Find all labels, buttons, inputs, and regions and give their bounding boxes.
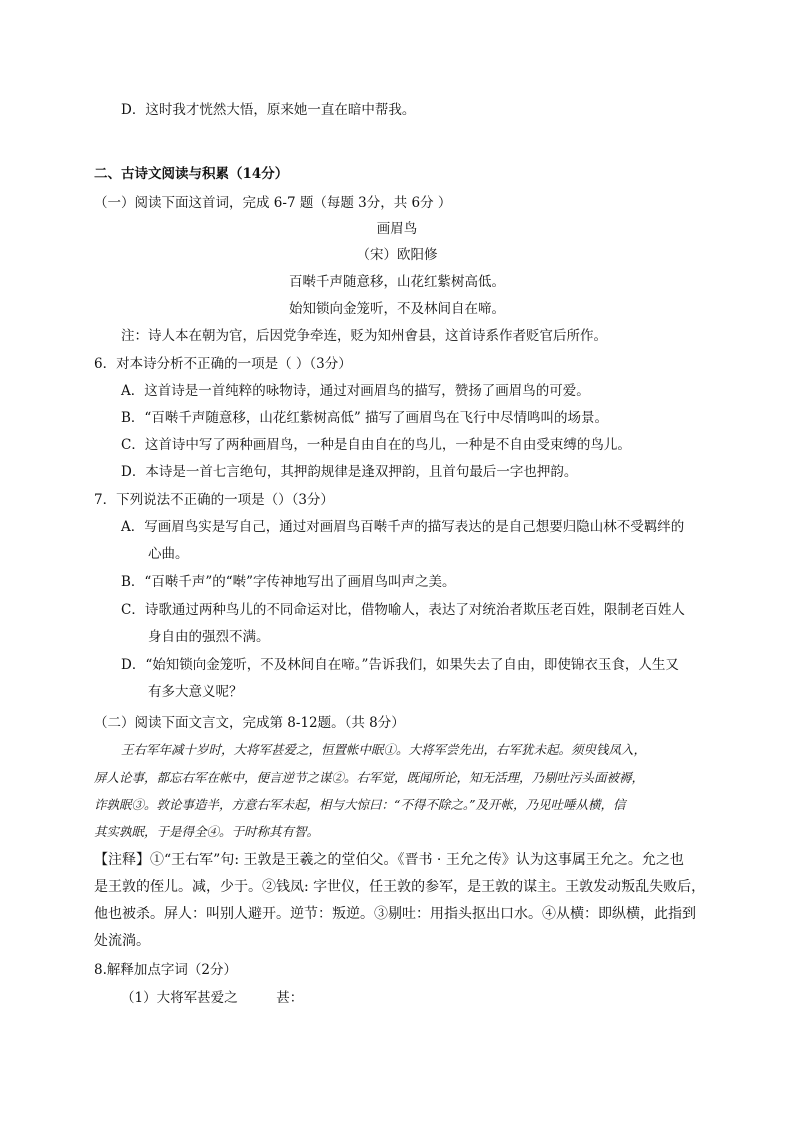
annotation-line: 处流淌。 bbox=[94, 933, 150, 949]
annotation-line: 是王敦的侄儿。减，少于。②钱凤: 字世仪，任王敦的参军，是王敦的谋主。王敦发动叛乱失败后， bbox=[94, 879, 706, 895]
q6-stem: 6．对本诗分析不正确的一项是（ ）（3分） bbox=[94, 356, 352, 372]
q7-option-cont: 心曲。 bbox=[148, 546, 189, 562]
poem-title: 画眉鸟 bbox=[376, 221, 418, 237]
q7-stem: 7．下列说法不正确的一项是（）（3分） bbox=[94, 492, 334, 508]
passage-line: 王右军年减十岁时，大将军甚爱之，恒置帐中眠①。大将军尝先出，右军犹未起。须臾钱凤入， bbox=[121, 742, 647, 757]
annotation-line: 他也被杀。屏人：叫别人避开。逆节：叛逆。③剔吐：用指头抠出口水。④从横：即纵横，此指到 bbox=[94, 906, 696, 922]
q6-option: D．本诗是一首七言绝句，其押韵规律是逢双押韵，且首句最后一字也押韵。 bbox=[121, 464, 578, 480]
q7-option: A．写画眉鸟实是写自己，通过对画眉鸟百啭千声的描写表达的是自己想要归隐山林不受羁绊的 bbox=[121, 519, 685, 535]
q7-option: C．诗歌通过两种鸟儿的不同命运对比，借物喻人，表达了对统治者欺压老百姓，限制老百姓人 bbox=[121, 602, 685, 618]
q6-option: B．“百啭千声随意移，山花红紫树高低” 描写了画眉鸟在飞行中尽情鸣叫的场景。 bbox=[121, 410, 609, 426]
q6-option: A．这首诗是一首纯粹的咏物诗，通过对画眉鸟的描写，赞扬了画眉鸟的可爱。 bbox=[121, 383, 590, 399]
section-heading: 二、古诗文阅读与积累（14分） bbox=[94, 166, 289, 182]
q8-item: （1）大将军甚爱之 甚： bbox=[121, 990, 304, 1006]
q5-option-d: D．这时我才恍然大悟，原来她一直在暗中帮我。 bbox=[121, 102, 416, 118]
poem-author: （宋）欧阳修 bbox=[356, 247, 438, 263]
part1-intro: （一）阅读下面这首词，完成 6-7 题（每题 3分，共 6分 ） bbox=[94, 195, 452, 211]
passage-line: 诈孰眠③。敦论事造半，方意右军未起，相与大惊曰：“不得不除之。”及开帐，乃见吐唾从横，信 bbox=[94, 797, 626, 812]
poem-line: 百啭千声随意移，山花红紫树高低。 bbox=[289, 274, 505, 290]
q7-option-cont: 身自由的强烈不满。 bbox=[148, 629, 270, 645]
q7-option: B．“百啭千声”的“啭”字传神地写出了画眉鸟叫声之美。 bbox=[121, 574, 456, 590]
passage-line: 其实孰眠，于是得全④。于时称其有智。 bbox=[94, 824, 320, 839]
poem-note: 注：诗人本在朝为官，后因党争牵连，贬为知州㑹县，这首诗系作者贬官后所作。 bbox=[121, 328, 607, 344]
annotation-line: 【注释】①“王右军”句: 王敦是王羲之的堂伯父。《晋书 · 王允之传》认为这事属王允之。允之也 bbox=[94, 852, 684, 868]
poem-line: 始知锁向金笼听，不及林间自在啼。 bbox=[289, 301, 505, 317]
q6-option: C．这首诗中写了两种画眉鸟，一种是自由自在的鸟儿，一种是不自由受束缚的鸟儿。 bbox=[121, 437, 631, 453]
q7-option-cont: 有多大意义呢？ bbox=[148, 684, 243, 700]
q8-stem: 8.解释加点字词（2分） bbox=[94, 962, 237, 978]
part2-intro: （二）阅读下面文言文，完成第 8-12题。（共 8分） bbox=[94, 715, 405, 731]
passage-line: 屏人论事，都忘右军在帐中，便言逆节之谋②。右军觉，既闻所论，知无活理，乃剔吐污头面被褥， bbox=[94, 770, 645, 785]
q7-option: D．“始知锁向金笼听，不及林间自在啼。”告诉我们，如果失去了自由，即使锦衣玉食，人生又 bbox=[121, 657, 679, 673]
